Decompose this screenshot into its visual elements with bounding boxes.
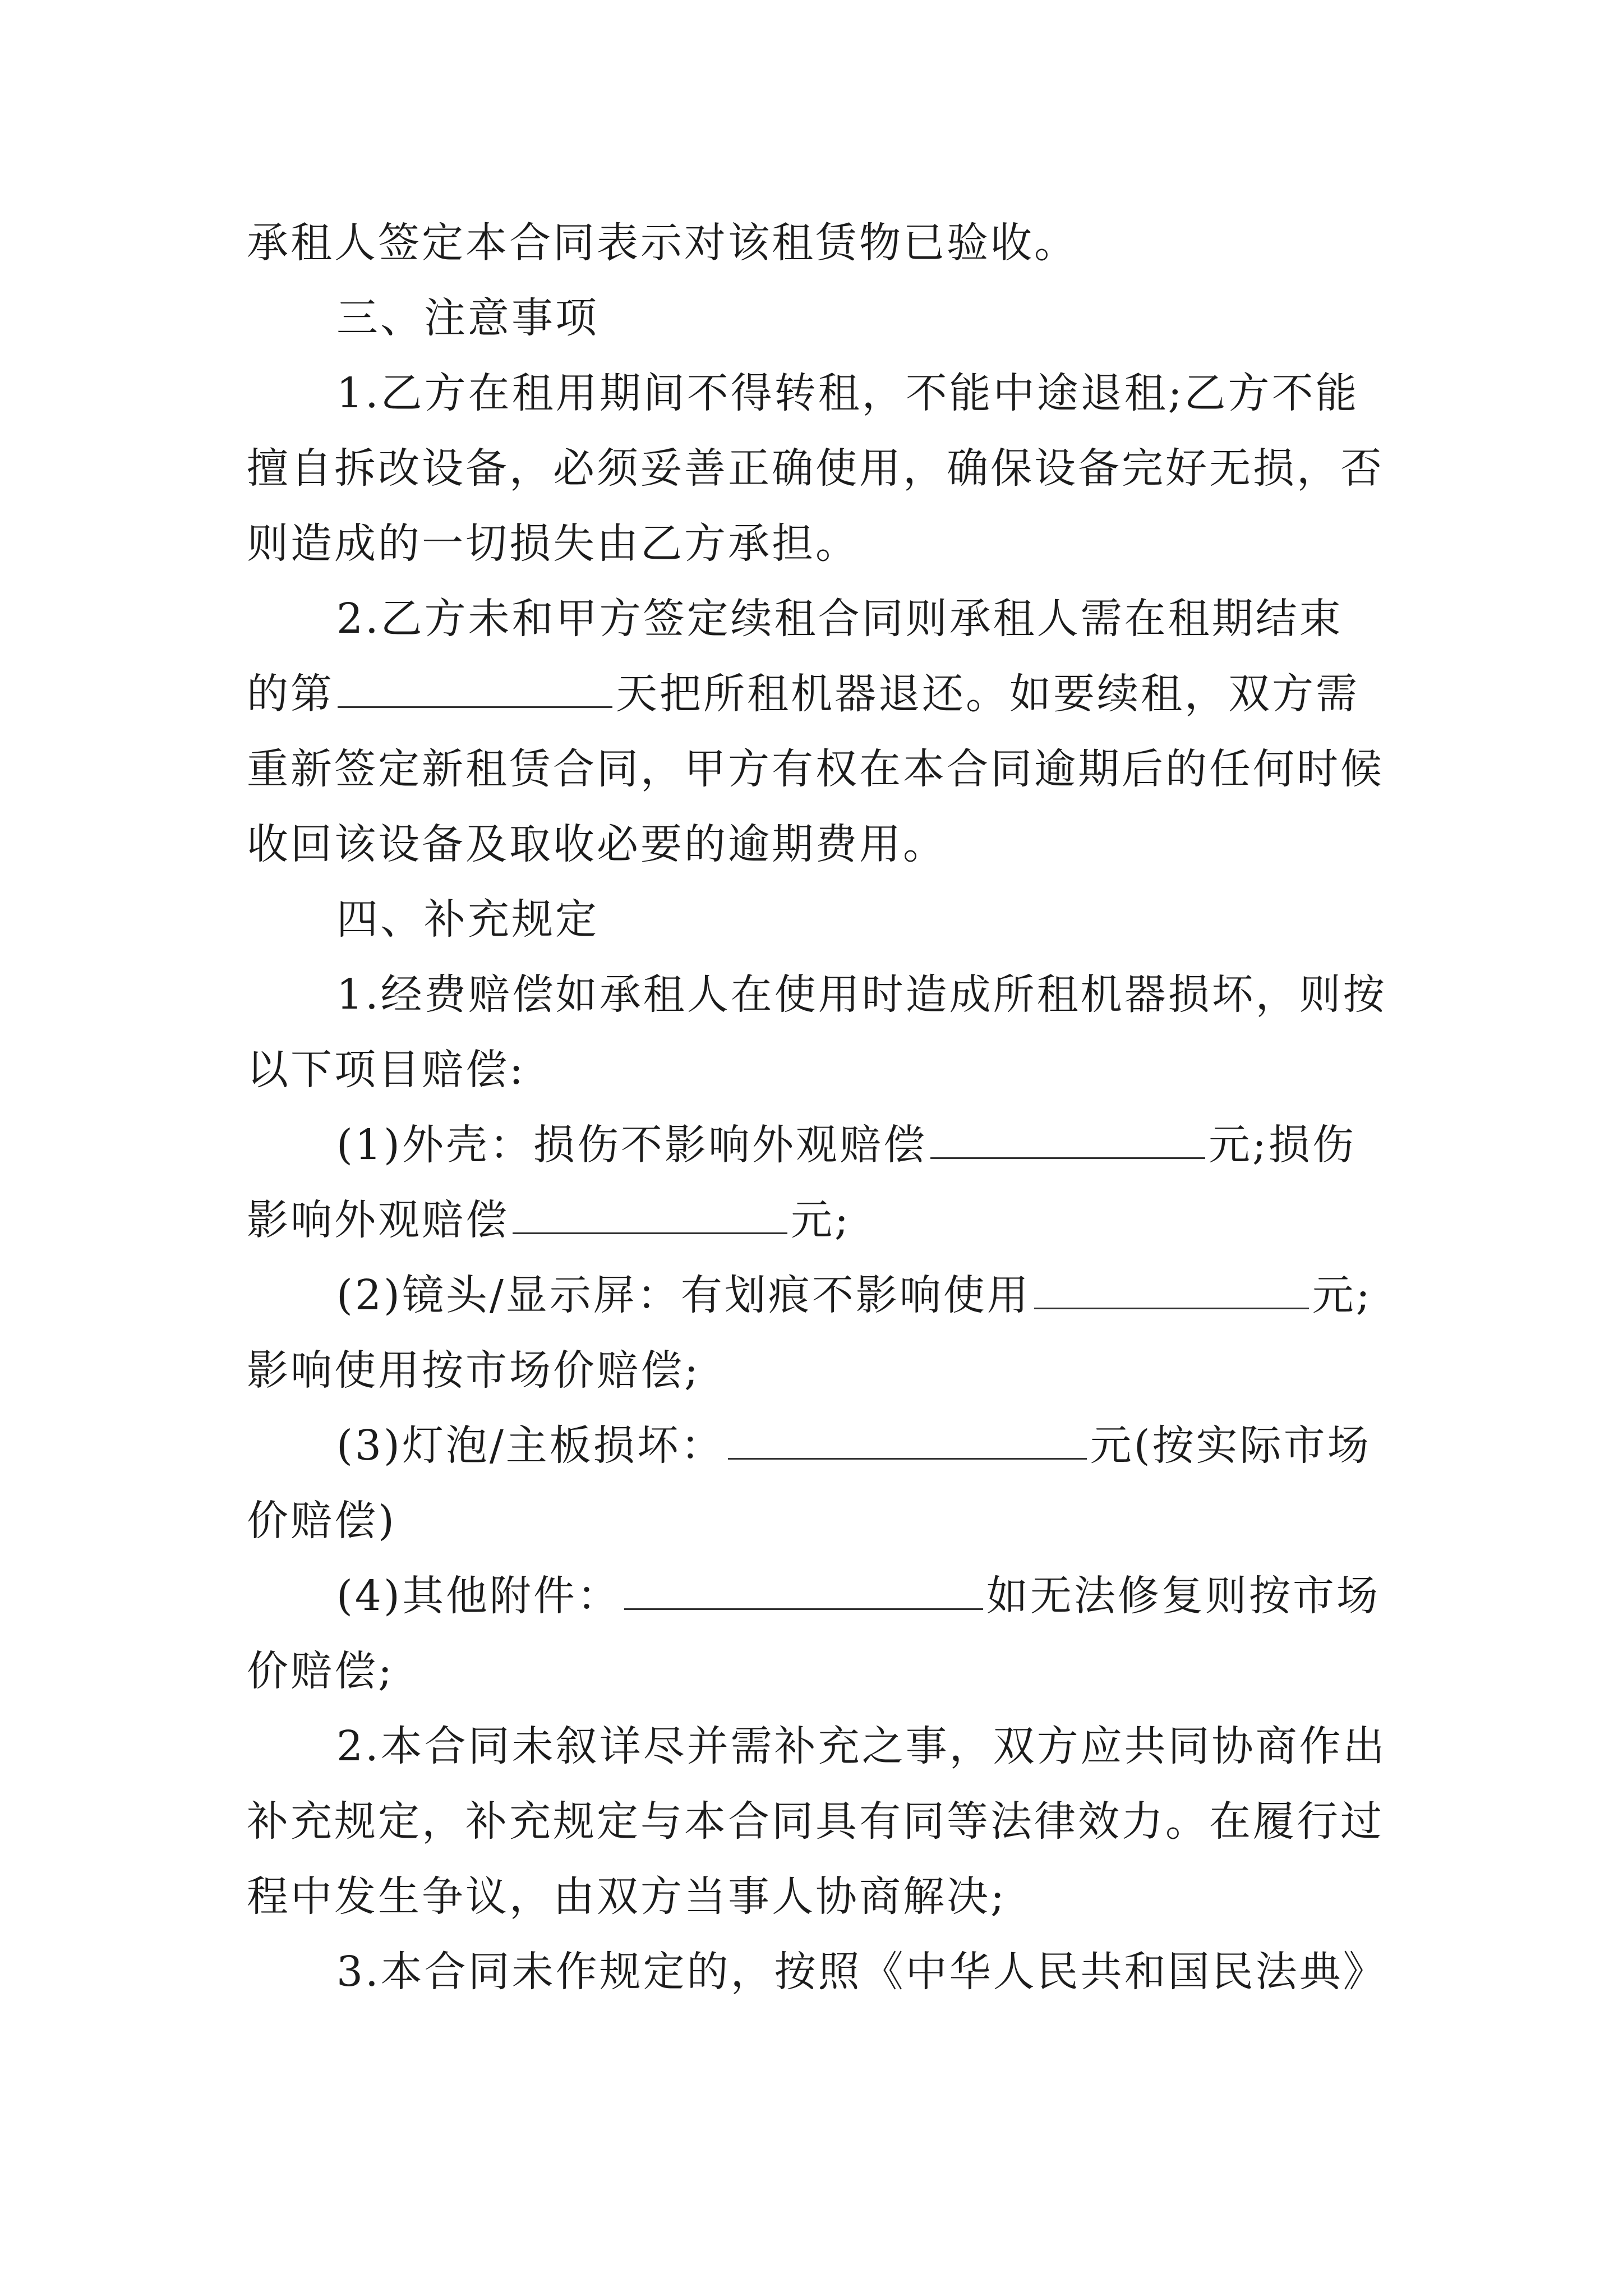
paragraph-line: [247, 438, 1384, 499]
text-line: 擅自拆改设备，必须妥善正确使用，确保设备完好无损，否: [247, 444, 1384, 493]
paragraph-line: [247, 212, 1078, 274]
text-line: 元;: [791, 1196, 851, 1244]
fill-in-blank[interactable]: [930, 1126, 1205, 1159]
text-line: 1.经费赔偿如承租人在使用时造成所租机器损坏，则按: [336, 970, 1387, 1019]
fill-in-blank[interactable]: [624, 1577, 983, 1610]
paragraph-line: [247, 513, 859, 574]
paragraph-line: [247, 1490, 396, 1552]
paragraph-line: [336, 588, 1343, 650]
paragraph-line: [247, 1340, 700, 1401]
fill-in-blank[interactable]: [1034, 1276, 1309, 1309]
text-line: (3)灯泡/主板损坏：: [336, 1421, 725, 1470]
text-line: 程中发生争议，由双方当事人协商解决;: [247, 1872, 1007, 1921]
paragraph-line: [336, 1565, 1380, 1627]
paragraph-line: [247, 813, 947, 875]
paragraph-line: [247, 738, 1384, 800]
paragraph-line: [247, 1866, 1007, 1927]
section-heading: [336, 889, 599, 950]
paragraph-line: [247, 1791, 1384, 1852]
text-line: (2)镜头/显示屏：有划痕不影响使用: [336, 1271, 1031, 1319]
text-line: 2.本合同未叙详尽并需补充之事，双方应共同协商作出: [336, 1722, 1387, 1770]
paragraph-line: [336, 1941, 1387, 2003]
text-line: 3.本合同未作规定的，按照《中华人民共和国民法典》: [336, 1948, 1387, 1996]
paragraph-line: [336, 1415, 1371, 1476]
text-line: 如无法修复则按市场: [986, 1572, 1380, 1620]
text-line: 影响外观赔偿: [247, 1196, 509, 1244]
text-line: 重新签定新租赁合同，甲方有权在本合同逾期后的任何时候: [247, 745, 1384, 793]
text-line: 元(按实际市场: [1090, 1421, 1371, 1470]
fill-in-blank[interactable]: [513, 1201, 787, 1234]
heading-text: 三、注意事项: [336, 294, 599, 342]
text-line: 价赔偿;: [247, 1647, 394, 1695]
text-line: 天把所租机器退还。如要续租，双方需: [616, 670, 1359, 718]
fill-in-blank[interactable]: [728, 1427, 1087, 1460]
text-line: (4)其他附件：: [336, 1572, 621, 1620]
paragraph-line: [336, 1114, 1356, 1176]
text-line: 价赔偿): [247, 1497, 396, 1545]
heading-text: 四、补充规定: [336, 895, 599, 944]
paragraph-line: [247, 1039, 525, 1101]
text-line: (1)外壳：损伤不影响外观赔偿: [336, 1121, 927, 1169]
text-line: 元;: [1312, 1271, 1372, 1319]
text-line: 影响使用按市场价赔偿;: [247, 1346, 700, 1395]
text-line: 补充规定，补充规定与本合同具有同等法律效力。在履行过: [247, 1797, 1384, 1846]
paragraph-line: [336, 1264, 1372, 1326]
text-line: 元;损伤: [1208, 1121, 1356, 1169]
paragraph-line: [247, 663, 1359, 725]
paragraph-line: [336, 1715, 1387, 1777]
paragraph-line: [336, 362, 1359, 424]
text-line: 2.乙方未和甲方签定续租合同则承租人需在租期结束: [336, 595, 1343, 643]
text-line: 以下项目赔偿:: [247, 1046, 525, 1094]
fill-in-blank[interactable]: [338, 675, 612, 708]
text-line: 收回该设备及取收必要的逾期费用。: [247, 820, 947, 868]
paragraph-line: [247, 1640, 394, 1702]
text-line: 承租人签定本合同表示对该租赁物已验收。: [247, 219, 1078, 267]
section-heading: [336, 287, 599, 349]
paragraph-line: [336, 964, 1387, 1025]
text-line: 的第: [247, 670, 334, 718]
text-line: 1.乙方在租用期间不得转租，不能中途退租;乙方不能: [336, 369, 1359, 417]
paragraph-line: [247, 1189, 851, 1251]
text-line: 则造成的一切损失由乙方承担。: [247, 519, 859, 568]
